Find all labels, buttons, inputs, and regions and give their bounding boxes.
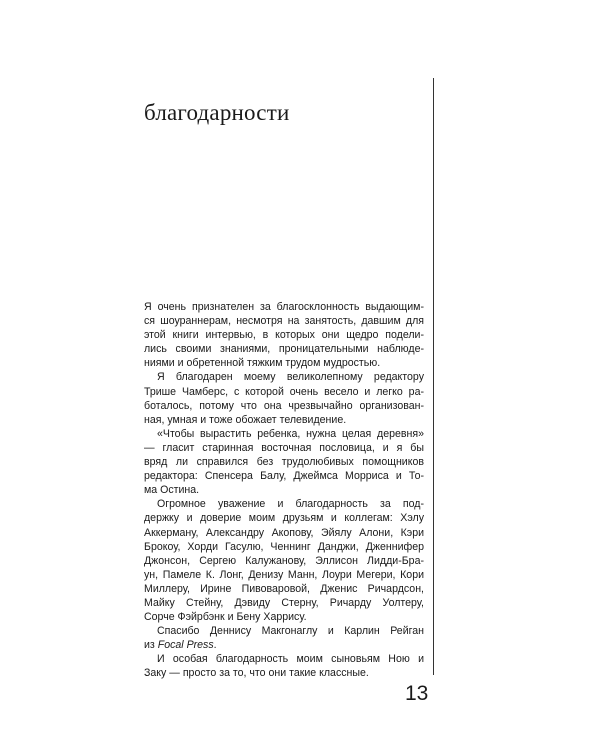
text-fragment: из: [144, 639, 158, 652]
text-line: [144, 638, 424, 652]
text-line: Майку Стейну, Дэвиду Стерну, Ричарду Уолтеру,: [144, 596, 424, 609]
text-line: Аккерману, Александру Акопову, Эйялу Алони, Кэри: [144, 526, 424, 539]
text-line: Огромное уважение и благодарность за под-: [157, 498, 424, 511]
paragraph-4: [144, 497, 424, 624]
text-line: ная, умная и тоже обожает телевидение.: [144, 413, 347, 426]
text-line: редактора: Спенсера Балу, Джеймса Морриса и То-: [144, 470, 424, 483]
paragraph-6: [144, 652, 424, 680]
text-line: ся шоураннерам, несмотря на занятость, давшим для: [144, 315, 424, 328]
publisher-name: Focal Press: [157, 639, 214, 652]
text-line: Трише Чамберс, с которой очень весело и легко ра-: [144, 385, 424, 398]
page-title: благодарности: [144, 100, 290, 125]
paragraph-3: [144, 427, 424, 497]
acknowledgements-text: [144, 300, 424, 681]
text-line: вряд ли справился без трудолюбивых помощников: [144, 456, 424, 469]
text-line: И особая благодарность моим сыновьям Ною и: [157, 653, 424, 666]
text-line: ма Остина.: [144, 484, 200, 497]
paragraph-5: [144, 624, 424, 652]
text-line: Заку — просто за то, что они такие классные.: [144, 667, 369, 680]
paragraph-2: [144, 370, 424, 426]
paragraph-1: [144, 300, 424, 370]
text-line: — гласит старинная восточная пословица, и я бы: [144, 441, 424, 454]
text-line: Я очень признателен за благосклонность выдающим-: [144, 301, 424, 313]
text-line: Джонсон, Сергею Калужанову, Эллисон Лидди-Бра-: [144, 554, 424, 567]
text-line: боталось, потому что она чрезвычайно организован-: [144, 399, 424, 412]
text-line: «Чтобы вырастить ребенка, нужна целая деревня»: [157, 427, 424, 440]
text-line: Я благодарен моему великолепному редактору: [157, 371, 424, 384]
text-line: этой книги интервью, в которых они щедро подели-: [144, 329, 424, 342]
text-line: лись своими знаниями, проницательными наблюде-: [144, 343, 424, 356]
text-line: держку и доверие моим друзьям и коллегам: Хэлу: [144, 512, 424, 525]
text-line: Сорче Фэйрбэнк и Бену Харрису.: [144, 611, 307, 624]
vertical-rule: [433, 78, 434, 675]
text-fragment: .: [213, 639, 217, 652]
text-line: ниями и обретенной тяжким трудом мудростью.: [144, 357, 381, 370]
text-line: Брокоу, Хорди Гасулю, Ченнинг Данджи, Дженнифер: [144, 540, 424, 553]
text-line: Миллеру, Ирине Пивоваровой, Дженис Ричардсон,: [144, 582, 424, 595]
text-line: ун, Памеле К. Лонг, Денизу Манн, Лоури Мегери, Кори: [144, 568, 424, 581]
page-number: 13: [405, 682, 429, 705]
text-line: Спасибо Деннису Макгонаглу и Карлин Рейган: [157, 625, 424, 638]
